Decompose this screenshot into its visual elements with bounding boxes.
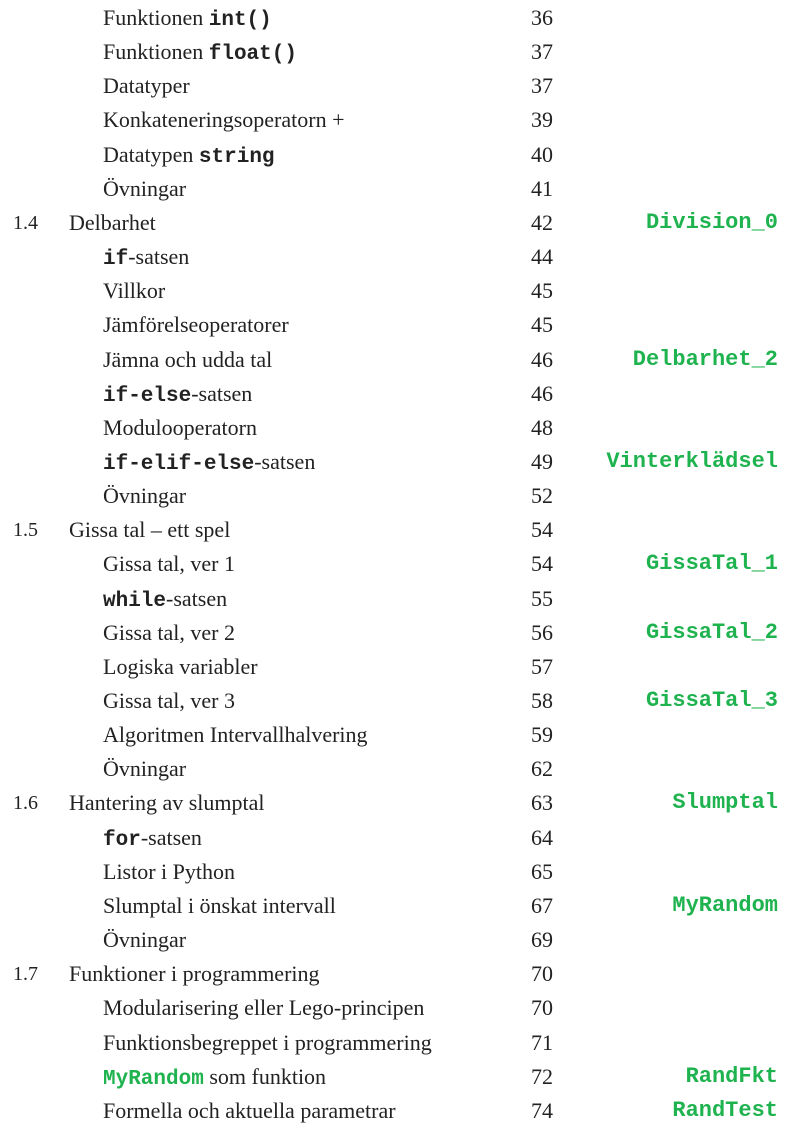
page-number: 70: [531, 995, 553, 1021]
page-number: 59: [531, 722, 553, 748]
entry-title: [103, 138, 275, 175]
code-keyword: if-else: [103, 384, 192, 408]
toc-entry-row: [0, 718, 800, 752]
toc-entry-row: [0, 582, 800, 616]
page-number: 52: [531, 483, 553, 509]
title-text: -satsen: [128, 244, 190, 270]
program-name: GissaTal_3: [645, 688, 778, 713]
toc-entry-row: [0, 889, 800, 923]
toc-entry-row: [0, 923, 800, 957]
toc-entry-row: [0, 103, 800, 137]
title-text: Gissa tal – ett spel: [69, 517, 231, 543]
toc-entry-row: [0, 1, 800, 35]
toc-entry-row: [0, 69, 800, 103]
entry-title: [103, 821, 202, 858]
title-text: Övningar: [103, 483, 187, 509]
page-number: 64: [531, 824, 553, 850]
entry-title: [103, 411, 257, 445]
page-number: 70: [531, 961, 553, 987]
title-text: Gissa tal, ver 3: [103, 688, 235, 713]
title-text: -satsen: [191, 380, 253, 406]
program-name: Division_0: [645, 209, 778, 235]
entry-title: [103, 616, 235, 650]
page-number: 46: [531, 380, 553, 406]
section-number: 1.7: [13, 963, 38, 986]
program-name: GissaTal_1: [645, 551, 778, 577]
title-text: Logiska variabler: [103, 653, 258, 679]
entry-title: [103, 240, 189, 277]
entry-title: [103, 684, 235, 718]
toc-section-row: [0, 206, 800, 240]
program-name: RandFkt: [685, 1063, 778, 1089]
toc-section-row: [0, 786, 800, 820]
page-number: 42: [531, 209, 553, 235]
toc-section-row: [0, 957, 800, 991]
title-text: -satsen: [254, 448, 316, 474]
entry-title: [69, 513, 230, 547]
entry-title: [103, 650, 258, 684]
title-text: Hantering av slumptal: [69, 790, 265, 816]
title-text: Algoritmen Intervallhalvering: [103, 722, 368, 748]
code-keyword: if-elif-else: [103, 452, 255, 476]
program-name: GissaTal_2: [645, 619, 778, 645]
toc-entry-row: [0, 172, 800, 206]
code-keyword: MyRandom: [103, 1067, 204, 1091]
title-text: Gissa tal, ver 2: [103, 619, 235, 645]
entry-title: [103, 752, 186, 786]
title-text: som funktion: [203, 1063, 327, 1089]
toc-entry-row: [0, 411, 800, 445]
title-text: Övningar: [103, 756, 187, 782]
entry-title: [103, 172, 186, 206]
title-text: -satsen: [166, 585, 228, 611]
toc-entry-row: [0, 821, 800, 855]
toc-entry-row: [0, 1094, 800, 1128]
title-text: Listor i Python: [103, 858, 236, 884]
entry-title: [103, 1, 272, 38]
toc-entry-row: [0, 855, 800, 889]
toc-entry-row: [0, 752, 800, 786]
entry-title: [103, 889, 336, 923]
page-number: 39: [531, 107, 553, 133]
page-number: 62: [531, 756, 553, 782]
program-name: RandTest: [672, 1097, 778, 1123]
toc-entry-row: [0, 343, 800, 377]
page-number: 71: [531, 1029, 553, 1055]
title-text: Övningar: [103, 927, 187, 953]
toc-entry-row: [0, 377, 800, 411]
page-number: 69: [531, 927, 553, 953]
title-text: Slumptal i önskat intervall: [103, 892, 336, 918]
title-text: Funktioner i programmering: [69, 961, 320, 987]
entry-title: [103, 445, 315, 482]
toc-entry-row: [0, 684, 800, 718]
page-number: 74: [531, 1097, 553, 1123]
code-keyword: int(): [208, 9, 272, 32]
toc-entry-row: [0, 1060, 800, 1094]
title-text: Gissa tal, ver 1: [103, 551, 235, 577]
page-number: 63: [531, 790, 553, 816]
entry-title: [103, 274, 165, 308]
code-keyword: float(): [208, 43, 297, 67]
entry-title: [103, 718, 368, 752]
toc-entry-row: [0, 547, 800, 581]
entry-title: [103, 343, 272, 377]
entry-title: [103, 991, 424, 1025]
entry-title: [103, 547, 235, 581]
entry-title: [103, 1026, 432, 1060]
page-number: 54: [531, 517, 553, 543]
title-text: Modulooperatorn: [103, 414, 257, 440]
page-number: 45: [531, 312, 553, 338]
entry-title: [103, 855, 235, 889]
program-name: Slumptal: [672, 790, 778, 816]
page-number: 65: [531, 858, 553, 884]
entry-title: [103, 479, 186, 513]
entry-title: [69, 786, 265, 820]
toc-entry-row: [0, 616, 800, 650]
toc-entry-row: [0, 479, 800, 513]
toc-entry-row: [0, 138, 800, 172]
entry-title: [103, 1060, 326, 1097]
entry-title: [103, 35, 297, 72]
page-number: 41: [531, 175, 553, 201]
toc-entry-row: [0, 991, 800, 1025]
entry-title: [103, 103, 345, 137]
page-number: 56: [531, 619, 553, 645]
code-keyword: while: [103, 589, 167, 613]
toc-entry-row: [0, 308, 800, 342]
title-text: Funktionsbegreppet i programmering: [103, 1029, 432, 1055]
page-number: 48: [531, 414, 553, 440]
page-number: 49: [531, 448, 553, 474]
page-number: 57: [531, 653, 553, 679]
toc-entry-row: [0, 1026, 800, 1060]
page-number: 45: [531, 278, 553, 304]
page-number: 37: [531, 73, 553, 99]
title-text: Funktionen: [103, 5, 209, 30]
program-name: Vinterklädsel: [606, 448, 778, 474]
page-number: 67: [531, 892, 553, 918]
page-number: 44: [531, 244, 553, 270]
entry-title: [103, 1094, 396, 1128]
page-number: 58: [531, 688, 553, 713]
entry-title: [103, 308, 289, 342]
program-name: Delbarhet_2: [632, 346, 778, 372]
section-number: 1.4: [13, 211, 38, 234]
title-text: Funktionen: [103, 39, 209, 65]
toc-section-row: [0, 513, 800, 547]
title-text: Övningar: [103, 175, 187, 201]
title-text: Delbarhet: [69, 209, 156, 235]
entry-title: [103, 582, 227, 619]
section-number: 1.6: [13, 792, 38, 815]
section-number: 1.5: [13, 519, 38, 542]
title-text: Formella och aktuella parametrar: [103, 1097, 396, 1123]
entry-title: [69, 957, 320, 991]
page-number: 72: [531, 1063, 553, 1089]
entry-title: [69, 206, 156, 240]
entry-title: [103, 377, 252, 414]
page-number: 55: [531, 585, 553, 611]
title-text: Modularisering eller Lego-principen: [103, 995, 425, 1021]
toc-entry-row: [0, 274, 800, 308]
toc-entry-row: [0, 35, 800, 69]
toc-entry-row: [0, 445, 800, 479]
page-number: 46: [531, 346, 553, 372]
program-name: MyRandom: [672, 892, 778, 918]
title-text: Datatyper: [103, 73, 190, 99]
entry-title: [103, 923, 186, 957]
code-keyword: string: [198, 145, 275, 169]
page-number: 40: [531, 141, 553, 167]
title-text: -satsen: [140, 824, 202, 850]
title-text: Datatypen: [103, 141, 199, 167]
title-text: Konkateneringsoperatorn +: [103, 107, 345, 133]
page-number: 54: [531, 551, 553, 577]
title-text: Villkor: [103, 278, 166, 304]
entry-title: [103, 69, 190, 103]
title-text: Jämna och udda tal: [103, 346, 273, 372]
page-number: 36: [531, 5, 553, 30]
toc-entry-row: [0, 240, 800, 274]
title-text: Jämförelseoperatorer: [103, 312, 289, 338]
page-number: 37: [531, 39, 553, 65]
toc-entry-row: [0, 650, 800, 684]
code-keyword: for: [103, 828, 141, 852]
code-keyword: if: [103, 248, 129, 272]
